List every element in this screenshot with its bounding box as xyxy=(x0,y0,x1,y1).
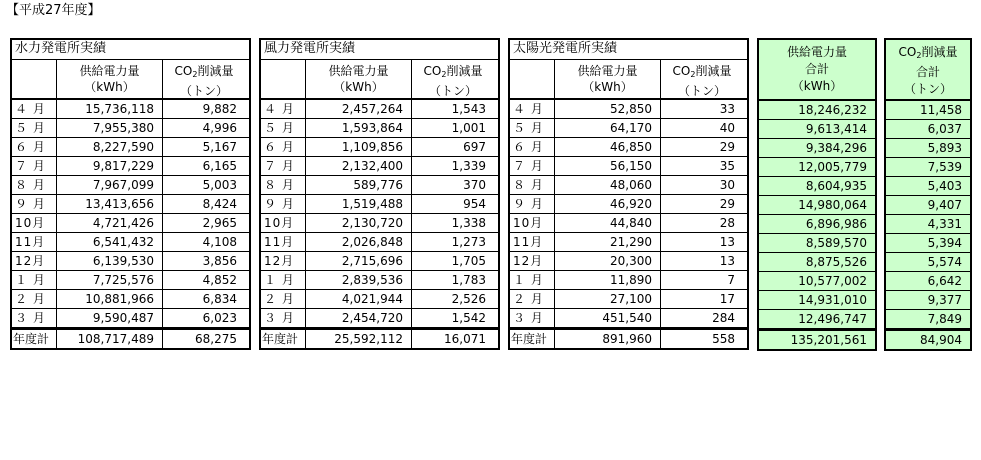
month-cell: ５ 月 xyxy=(261,119,306,137)
kwh-cell: 7,955,380 xyxy=(57,119,163,137)
total-row xyxy=(12,328,249,348)
kwh-cell: 13,413,656 xyxy=(57,195,163,213)
sum-cell: 5,403 xyxy=(927,179,962,193)
table-row xyxy=(261,119,498,138)
total-row xyxy=(510,328,747,348)
co2-cell: 284 xyxy=(712,311,735,325)
co2-cell: 40 xyxy=(719,121,735,135)
column-header-row xyxy=(510,60,747,100)
sum-kwh-head1: 供給電力量 xyxy=(786,45,847,59)
table-row xyxy=(261,252,498,271)
sum-kwh-head2: 合計 xyxy=(804,62,829,76)
kwh-cell: 56,150 xyxy=(555,157,661,175)
co2-cell: 4,996 xyxy=(202,121,237,135)
total-row xyxy=(886,329,970,349)
table-row xyxy=(759,120,875,139)
total-kwh: 108,717,489 xyxy=(57,330,163,348)
month-cell: １ 月 xyxy=(12,271,57,289)
table-row xyxy=(886,291,970,310)
table-row xyxy=(261,157,498,176)
plant-name-row xyxy=(261,40,498,60)
kwh-cell: 8,227,590 xyxy=(57,138,163,156)
table-row xyxy=(759,310,875,329)
sum-cell: 6,896,986 xyxy=(805,217,867,231)
sum-cell: 9,407 xyxy=(927,198,962,212)
sum-cell: 9,377 xyxy=(927,293,962,307)
co2-cell: 17 xyxy=(719,292,735,306)
table-row xyxy=(261,309,498,328)
table-row xyxy=(12,252,249,271)
month-cell: 10月 xyxy=(12,214,57,232)
co2-cell: 1,339 xyxy=(451,159,486,173)
kwh-cell: 15,736,118 xyxy=(57,100,163,118)
sum-cell: 4,331 xyxy=(927,217,962,231)
month-cell: ５ 月 xyxy=(12,119,57,137)
co2-column-header: $CO_2$削減量 （トン） xyxy=(423,64,483,98)
table-row xyxy=(759,101,875,120)
co2-cell: 4,108 xyxy=(202,235,237,249)
co2-cell: 28 xyxy=(719,216,735,230)
month-cell: ９ 月 xyxy=(261,195,306,213)
kwh-cell: 451,540 xyxy=(555,309,661,327)
month-cell: ９ 月 xyxy=(510,195,555,213)
kwh-cell: 6,541,432 xyxy=(57,233,163,251)
co2-cell: 33 xyxy=(719,102,735,116)
table-row xyxy=(886,310,970,329)
table-row xyxy=(759,253,875,272)
table-row xyxy=(12,195,249,214)
co2-cell: 697 xyxy=(463,140,486,154)
month-cell: ２ 月 xyxy=(12,290,57,308)
sum-cell: 14,980,064 xyxy=(798,198,867,212)
month-cell: ７ 月 xyxy=(12,157,57,175)
co2-cell: 1,338 xyxy=(451,216,486,230)
co2-cell: 3,856 xyxy=(202,254,237,268)
table-row xyxy=(261,138,498,157)
table-row xyxy=(886,177,970,196)
kwh-cell: 46,850 xyxy=(555,138,661,156)
sum-cell: 12,005,779 xyxy=(798,160,867,174)
table-row xyxy=(759,234,875,253)
co2-cell: 6,165 xyxy=(202,159,237,173)
kwh-cell: 2,715,696 xyxy=(306,252,412,270)
table-row xyxy=(886,120,970,139)
table-row xyxy=(12,290,249,309)
total-row xyxy=(261,328,498,348)
co2-cell: 35 xyxy=(719,159,735,173)
sum-cell: 8,604,935 xyxy=(805,179,867,193)
table-row xyxy=(510,100,747,119)
total-co2: 558 xyxy=(712,332,735,346)
table-row xyxy=(510,176,747,195)
co2-cell: 954 xyxy=(463,197,486,211)
kwh-cell: 9,817,229 xyxy=(57,157,163,175)
plant-name: 風力発電所実績 xyxy=(264,41,356,56)
total-label: 年度計 xyxy=(510,330,555,348)
sum-total: 135,201,561 xyxy=(790,333,867,347)
plant-name-row xyxy=(510,40,747,60)
co2-cell: 1,273 xyxy=(451,235,486,249)
kwh-cell: 27,100 xyxy=(555,290,661,308)
table-row xyxy=(886,196,970,215)
month-cell: ４ 月 xyxy=(510,100,555,118)
table-row xyxy=(759,272,875,291)
month-cell: ６ 月 xyxy=(12,138,57,156)
kwh-cell: 4,721,426 xyxy=(57,214,163,232)
month-cell: ３ 月 xyxy=(510,309,555,327)
month-cell: ６ 月 xyxy=(261,138,306,156)
sum-cell: 5,574 xyxy=(927,255,962,269)
kwh-cell: 2,839,536 xyxy=(306,271,412,289)
table-row xyxy=(510,157,747,176)
month-cell: 12月 xyxy=(12,252,57,270)
month-cell: 10月 xyxy=(510,214,555,232)
table-row xyxy=(510,214,747,233)
kwh-cell: 10,881,966 xyxy=(57,290,163,308)
table-row xyxy=(261,233,498,252)
kwh-cell: 2,454,720 xyxy=(306,309,412,327)
co2-cell: 30 xyxy=(719,178,735,192)
table-row xyxy=(261,271,498,290)
table-row xyxy=(510,233,747,252)
sum-co2-head3: （トン） xyxy=(903,82,952,96)
table-row xyxy=(261,290,498,309)
table-row xyxy=(510,252,747,271)
table-row xyxy=(12,176,249,195)
total-kwh: 25,592,112 xyxy=(306,330,412,348)
table-row xyxy=(510,195,747,214)
kwh-cell: 2,132,400 xyxy=(306,157,412,175)
kwh-cell: 9,590,487 xyxy=(57,309,163,327)
table-row xyxy=(12,309,249,328)
table-row xyxy=(12,214,249,233)
kwh-cell: 11,890 xyxy=(555,271,661,289)
co2-cell: 1,001 xyxy=(451,121,486,135)
plant-table-2 xyxy=(508,38,749,350)
table-row xyxy=(886,253,970,272)
month-cell: １ 月 xyxy=(261,271,306,289)
co2-cell: 370 xyxy=(463,178,486,192)
kwh-column-header: 供給電力量 （kWh） xyxy=(555,60,661,98)
sum-cell: 10,577,002 xyxy=(798,274,867,288)
kwh-cell: 44,840 xyxy=(555,214,661,232)
sum-cell: 14,931,010 xyxy=(798,293,867,307)
table-row xyxy=(886,139,970,158)
month-cell: ８ 月 xyxy=(510,176,555,194)
plant-table-1 xyxy=(259,38,500,350)
co2-cell: 4,852 xyxy=(202,273,237,287)
sum-cell: 11,458 xyxy=(920,103,962,117)
kwh-column-header: 供給電力量 （kWh） xyxy=(57,60,163,98)
co2-cell: 2,526 xyxy=(451,292,486,306)
kwh-cell: 4,021,944 xyxy=(306,290,412,308)
plant-name: 水力発電所実績 xyxy=(15,41,107,56)
co2-cell: 6,834 xyxy=(202,292,237,306)
kwh-cell: 589,776 xyxy=(306,176,412,194)
month-cell: 11月 xyxy=(510,233,555,251)
table-row xyxy=(886,158,970,177)
kwh-cell: 7,967,099 xyxy=(57,176,163,194)
plant-name-row xyxy=(12,40,249,60)
kwh-cell: 6,139,530 xyxy=(57,252,163,270)
co2-column-header: $CO_2$削減量 （トン） xyxy=(672,64,732,98)
kwh-cell: 48,060 xyxy=(555,176,661,194)
kwh-column-header: 供給電力量 （kWh） xyxy=(306,60,412,98)
co2-cell: 6,023 xyxy=(202,311,237,325)
sum-cell: 12,496,747 xyxy=(798,312,867,326)
table-row xyxy=(759,196,875,215)
kwh-cell: 7,725,576 xyxy=(57,271,163,289)
column-header-row xyxy=(261,60,498,100)
kwh-cell: 1,519,488 xyxy=(306,195,412,213)
month-cell: ２ 月 xyxy=(261,290,306,308)
table-row xyxy=(261,176,498,195)
table-row xyxy=(12,100,249,119)
sum-cell: 7,849 xyxy=(927,312,962,326)
kwh-cell: 2,130,720 xyxy=(306,214,412,232)
table-row xyxy=(510,271,747,290)
kwh-cell: 2,457,264 xyxy=(306,100,412,118)
co2-cell: 5,003 xyxy=(202,178,237,192)
co2-cell: 1,543 xyxy=(451,102,486,116)
table-row xyxy=(759,215,875,234)
column-header-row xyxy=(12,60,249,100)
table-row xyxy=(510,290,747,309)
sum-co2-table xyxy=(884,38,972,351)
plant-table-0 xyxy=(10,38,251,350)
sum-kwh-header xyxy=(759,40,875,101)
co2-cell: 29 xyxy=(719,140,735,154)
co2-cell: 7 xyxy=(727,273,735,287)
plant-name: 太陽光発電所実績 xyxy=(513,41,618,56)
month-cell: 11月 xyxy=(261,233,306,251)
total-label: 年度計 xyxy=(261,330,306,348)
kwh-cell: 1,109,856 xyxy=(306,138,412,156)
month-cell: ７ 月 xyxy=(510,157,555,175)
table-row xyxy=(261,214,498,233)
kwh-cell: 64,170 xyxy=(555,119,661,137)
sum-kwh-table xyxy=(757,38,877,351)
table-row xyxy=(261,195,498,214)
table-row xyxy=(12,119,249,138)
table-row xyxy=(886,215,970,234)
month-cell: ３ 月 xyxy=(12,309,57,327)
sum-total: 84,904 xyxy=(920,333,962,347)
month-cell: ９ 月 xyxy=(12,195,57,213)
page-title: 【平成27年度】 xyxy=(6,3,101,18)
table-row xyxy=(261,100,498,119)
sum-co2-header xyxy=(886,40,970,101)
total-label: 年度計 xyxy=(12,330,57,348)
co2-cell: 29 xyxy=(719,197,735,211)
month-cell: ６ 月 xyxy=(510,138,555,156)
month-cell: 12月 xyxy=(261,252,306,270)
kwh-cell: 1,593,864 xyxy=(306,119,412,137)
sum-cell: 8,875,526 xyxy=(805,255,867,269)
month-cell: ４ 月 xyxy=(261,100,306,118)
kwh-cell: 20,300 xyxy=(555,252,661,270)
month-cell: 12月 xyxy=(510,252,555,270)
sum-cell: 18,246,232 xyxy=(798,103,867,117)
sum-kwh-head3: （kWh） xyxy=(791,79,843,93)
month-cell: ４ 月 xyxy=(12,100,57,118)
table-row xyxy=(510,138,747,157)
table-row xyxy=(759,177,875,196)
table-row xyxy=(510,309,747,328)
month-cell: 11月 xyxy=(12,233,57,251)
month-cell: ２ 月 xyxy=(510,290,555,308)
table-row xyxy=(12,233,249,252)
co2-cell: 5,167 xyxy=(202,140,237,154)
table-row xyxy=(886,272,970,291)
co2-cell: 1,705 xyxy=(451,254,486,268)
sum-cell: 6,037 xyxy=(927,122,962,136)
total-co2: 16,071 xyxy=(444,332,486,346)
co2-cell: 1,783 xyxy=(451,273,486,287)
total-kwh: 891,960 xyxy=(555,330,661,348)
sum-cell: 5,394 xyxy=(927,236,962,250)
table-row xyxy=(12,138,249,157)
co2-cell: 9,882 xyxy=(202,102,237,116)
month-cell: ８ 月 xyxy=(12,176,57,194)
table-row xyxy=(886,234,970,253)
month-cell: ５ 月 xyxy=(510,119,555,137)
month-cell: ８ 月 xyxy=(261,176,306,194)
sum-cell: 9,613,414 xyxy=(805,122,867,136)
sum-cell: 8,589,570 xyxy=(805,236,867,250)
table-row xyxy=(759,139,875,158)
sum-cell: 9,384,296 xyxy=(805,141,867,155)
table-row xyxy=(759,158,875,177)
co2-column-header: $CO_2$削減量 （トン） xyxy=(174,64,234,98)
month-cell: 10月 xyxy=(261,214,306,232)
sum-cell: 7,539 xyxy=(927,160,962,174)
kwh-cell: 52,850 xyxy=(555,100,661,118)
sum-cell: 6,642 xyxy=(927,274,962,288)
sum-cell: 5,893 xyxy=(927,141,962,155)
co2-cell: 8,424 xyxy=(202,197,237,211)
co2-cell: 1,542 xyxy=(451,311,486,325)
sum-co2-head1: $CO_2$削減量 xyxy=(898,45,958,60)
table-row xyxy=(12,157,249,176)
co2-cell: 13 xyxy=(719,235,735,249)
sum-co2-head2: 合計 xyxy=(915,65,940,79)
table-row xyxy=(12,271,249,290)
kwh-cell: 21,290 xyxy=(555,233,661,251)
table-row xyxy=(510,119,747,138)
kwh-cell: 2,026,848 xyxy=(306,233,412,251)
month-cell: ７ 月 xyxy=(261,157,306,175)
co2-cell: 2,965 xyxy=(202,216,237,230)
month-cell: ３ 月 xyxy=(261,309,306,327)
total-co2: 68,275 xyxy=(195,332,237,346)
kwh-cell: 46,920 xyxy=(555,195,661,213)
co2-cell: 13 xyxy=(719,254,735,268)
table-row xyxy=(759,291,875,310)
month-cell: １ 月 xyxy=(510,271,555,289)
total-row xyxy=(759,329,875,349)
table-row xyxy=(886,101,970,120)
